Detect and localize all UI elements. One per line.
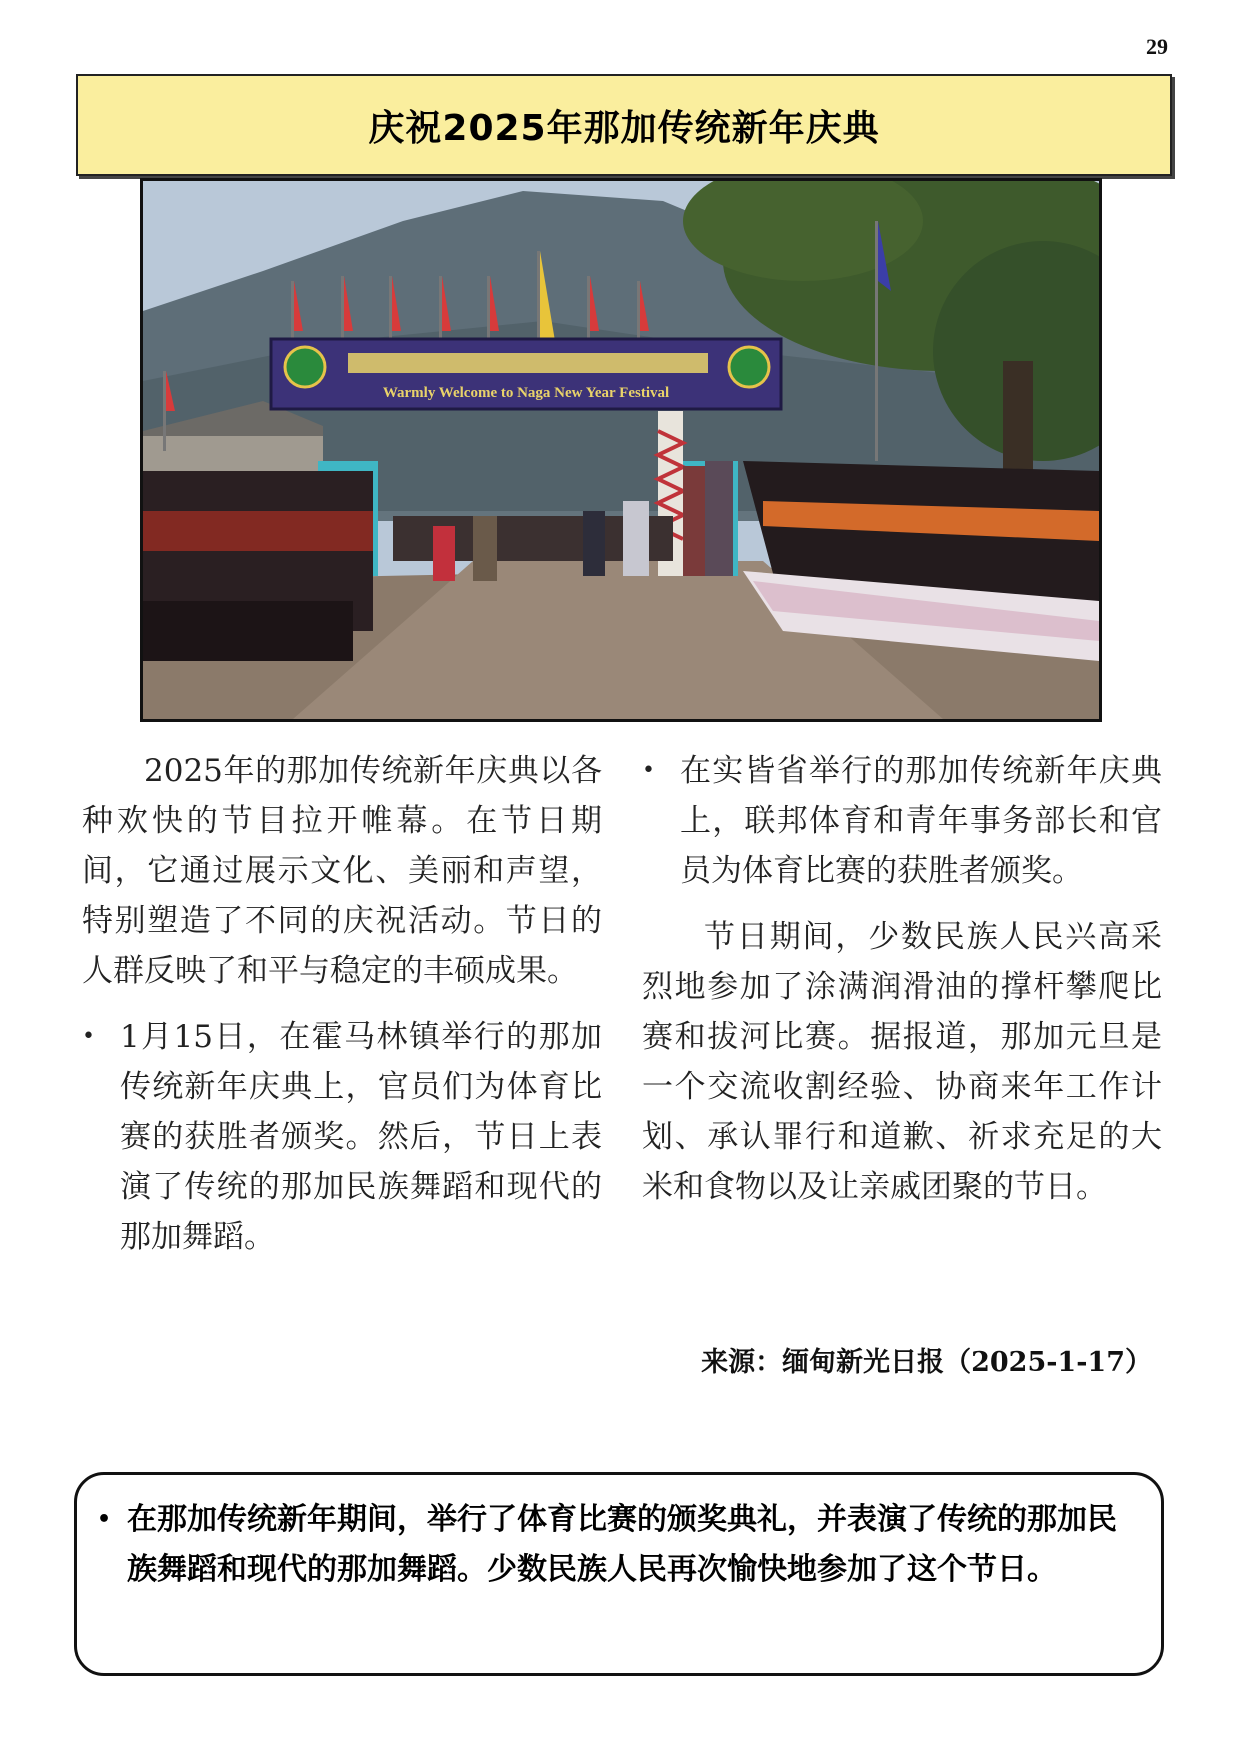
- page-number: 29: [1146, 34, 1168, 59]
- festival-paragraph: 节日期间，少数民族人民兴高采烈地参加了涂满润滑油的撑杆攀爬比赛和拔河比赛。据报道，那加元旦是一个交流收割经验、协商来年工作计划、承认罪行和道歉、祈求充足的大米和食物以及让亲戚团聚的节日。: [642, 919, 1162, 1205]
- festival-photo-illustration: [143, 181, 1099, 719]
- crowd-right: [743, 461, 1099, 661]
- bullet-icon: •: [642, 758, 655, 783]
- right-column: [642, 746, 1162, 1228]
- page-title: 庆祝2025年那加传统新年庆典: [368, 107, 880, 149]
- summary-text: 在那加传统新年期间，举行了体育比赛的颁奖典礼，并表演了传统的那加民族舞蹈和现代的那加舞蹈。少数民族人民再次愉快地参加了这个节日。: [127, 1502, 1117, 1587]
- banner-english-text: Warmly Welcome to Naga New Year Festival: [382, 385, 670, 401]
- crowd-left: [143, 471, 373, 661]
- title-banner: [76, 74, 1172, 176]
- bullet-text: 1月15日，在霍马林镇举行的那加传统新年庆典上，官员们为体育比赛的获胜者颁奖。然后，节日上表演了传统的那加民族舞蹈和现代的那加舞蹈。: [120, 1019, 602, 1255]
- festival-photo: [140, 178, 1102, 722]
- bullet-text: 在实皆省举行的那加传统新年庆典上，联邦体育和青年事务部长和官员为体育比赛的获胜者颁奖。: [680, 753, 1162, 889]
- bullet-icon: •: [97, 1507, 112, 1532]
- intro-paragraph: 2025年的那加传统新年庆典以各种欢快的节目拉开帷幕。在节日期间，它通过展示文化、美丽和声望，特别塑造了不同的庆祝活动。节日的人群反映了和平与稳定的丰硕成果。: [82, 753, 602, 989]
- left-column: [82, 746, 602, 1278]
- bullet-item-homalin: [82, 1012, 602, 1262]
- bullet-icon: •: [82, 1024, 95, 1049]
- source-citation: 来源：缅甸新光日报（2025-1-17）: [701, 1347, 1152, 1378]
- summary-box: [74, 1472, 1164, 1676]
- bullet-item-sagaing: [642, 746, 1162, 896]
